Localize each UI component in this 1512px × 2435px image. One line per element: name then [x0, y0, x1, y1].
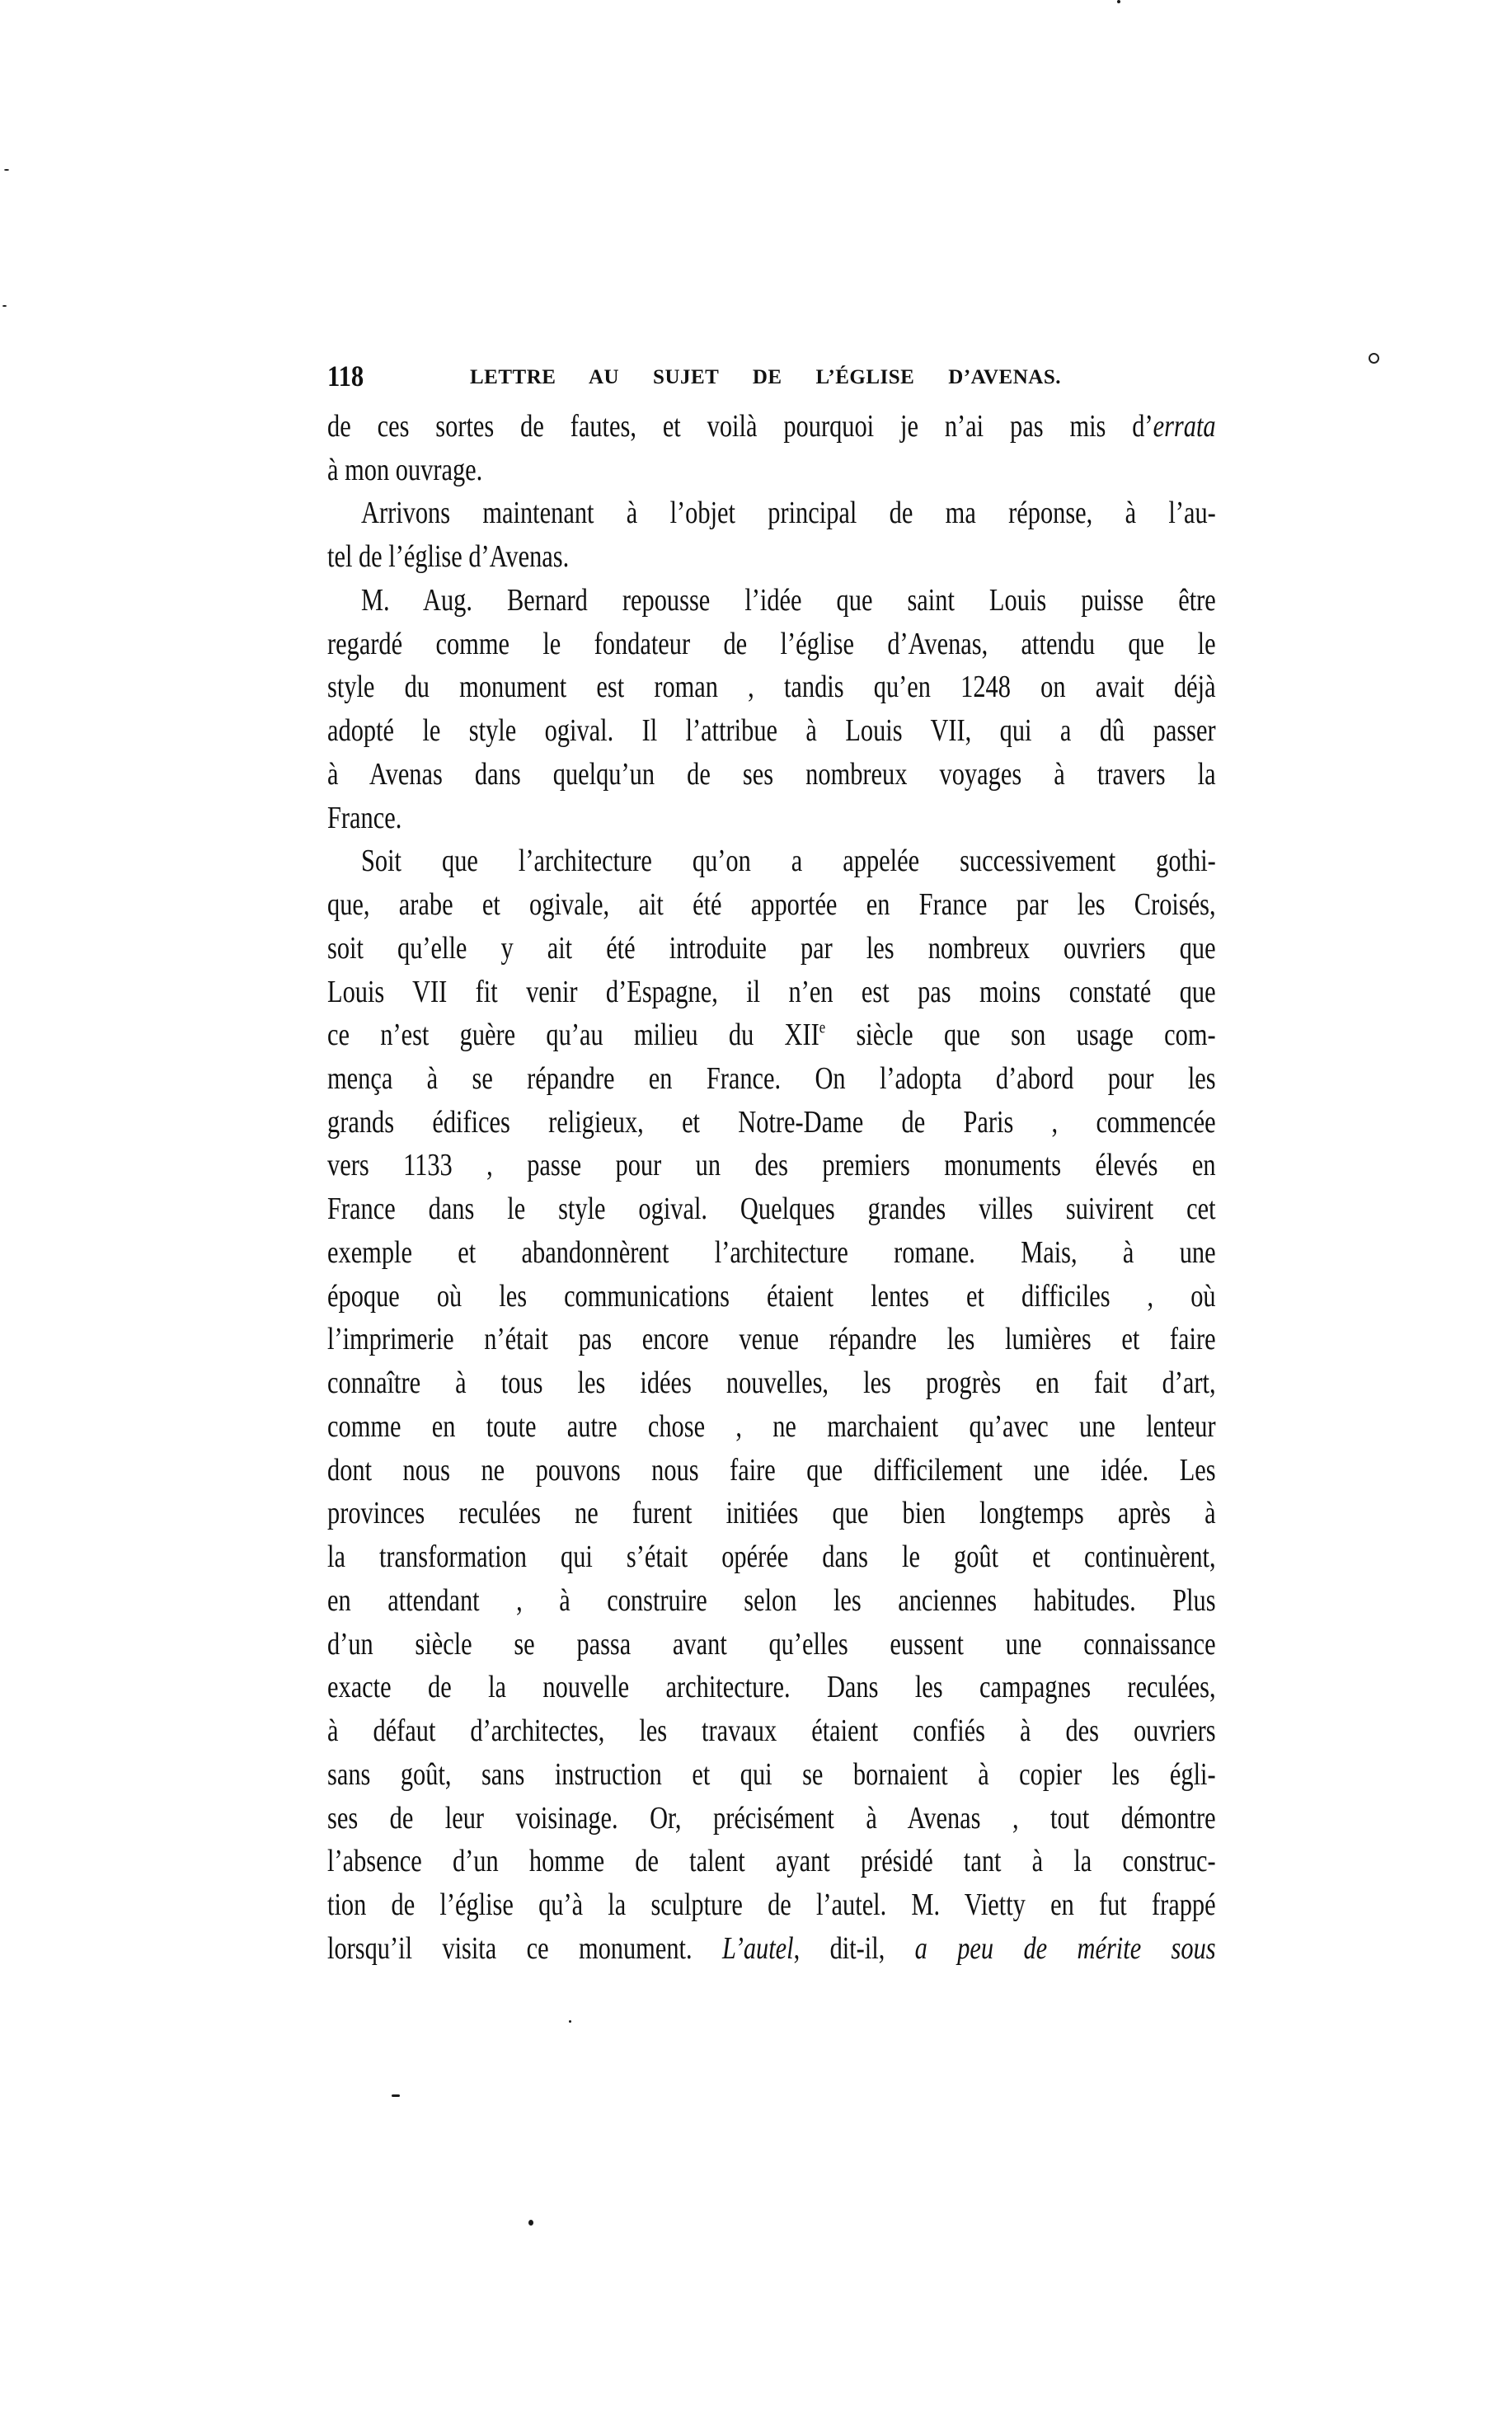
- line-text: Arrivons maintenant à l’objet principal de ma réponse, à l’au-: [361, 496, 1216, 531]
- line-text: de ces sortes de fautes, et voilà pourquoi je n’ai pas mis d’: [327, 409, 1153, 444]
- text-line: [327, 1449, 1216, 1492]
- text-line: [327, 665, 1216, 709]
- line-text: lorsqu’il visita ce monument.: [327, 1930, 722, 1966]
- line-text: tion de l’église qu’à la sculpture de l’autel. M. Vietty en fut frappé: [327, 1887, 1216, 1922]
- text-line: [327, 1101, 1216, 1145]
- text-line: [327, 1709, 1216, 1753]
- text-line: [327, 1187, 1216, 1231]
- text-line: [327, 1275, 1216, 1319]
- running-head: [327, 360, 1216, 393]
- line-text: exemple et abandonnèrent l’architecture romane. Mais, à une: [327, 1234, 1216, 1270]
- line-text: soit qu’elle y ait été introduite par les nombreux ouvriers que: [327, 930, 1216, 966]
- text-line: [327, 1797, 1216, 1840]
- line-text: la transformation qui s’était opérée dans le goût et continuèrent,: [327, 1540, 1216, 1575]
- scan-speck: [1369, 353, 1379, 364]
- text-line: [327, 883, 1216, 927]
- superscript: e: [819, 1017, 826, 1037]
- text-line: [327, 1666, 1216, 1709]
- scan-speck: [569, 2020, 571, 2023]
- italic-word: errata: [1153, 409, 1216, 444]
- line-text: comme en toute autre chose , ne marchaient qu’avec une lenteur: [327, 1408, 1216, 1444]
- line-text: à défaut d’architectes, les travaux étaient confiés à des ouvriers: [327, 1713, 1216, 1749]
- line-text: connaître à tous les idées nouvelles, les progrès en fait d’art,: [327, 1366, 1216, 1401]
- text-line: [327, 1535, 1216, 1579]
- line-text: France dans le style ogival. Quelques grandes villes suivirent cet: [327, 1192, 1216, 1227]
- italic-quote: L’autel: [721, 1930, 794, 1966]
- line-text: exacte de la nouvelle architecture. Dans les campagnes reculées,: [327, 1670, 1216, 1705]
- text-line: [327, 1579, 1216, 1623]
- text-line: [327, 1840, 1216, 1883]
- text-line: [327, 753, 1216, 797]
- line-text: vers 1133 , passe pour un des premiers monuments élevés en: [327, 1148, 1216, 1183]
- line-text: d’un siècle se passa avant qu’elles eussent une connaissance: [327, 1626, 1216, 1662]
- line-text: tel de l’église d’Avenas.: [327, 539, 570, 575]
- line-text: grands édifices religieux, et Notre-Dame de Paris , commencée: [327, 1104, 1216, 1140]
- line-text: France.: [327, 800, 402, 835]
- line-text: ce n’est guère qu’au milieu du XII: [327, 1018, 819, 1053]
- scan-speck: [4, 169, 9, 171]
- scan-speck: [528, 2220, 533, 2226]
- line-text: l’absence d’un homme de talent ayant présidé tant à la construc-: [327, 1844, 1216, 1879]
- text-line: [327, 579, 1216, 623]
- text-line: [327, 839, 1216, 883]
- line-text: à mon ouvrage.: [327, 452, 483, 487]
- italic-quote: a peu de mérite sous: [914, 1930, 1216, 1966]
- line-text: siècle que son usage com-: [825, 1018, 1216, 1053]
- text-line: [327, 1753, 1216, 1797]
- scan-speck: [1117, 0, 1120, 3]
- line-text: Soit que l’architecture qu’on a appelée successivement gothi-: [361, 844, 1216, 879]
- text-line: [327, 797, 1216, 840]
- line-text: adopté le style ogival. Il l’attribue à Louis VII, qui a dû passer: [327, 713, 1216, 749]
- line-text: style du monument est roman , tandis qu’en 1248 on avait déjà: [327, 670, 1216, 705]
- text-line: [327, 1013, 1216, 1057]
- line-text: mença à se répandre en France. On l’adopta d’abord pour les: [327, 1061, 1216, 1097]
- body-text: [327, 405, 1216, 1970]
- line-text: sans goût, sans instruction et qui se bornaient à copier les égli-: [327, 1756, 1216, 1792]
- line-text: , dit-il,: [793, 1930, 915, 1966]
- text-line: [327, 971, 1216, 1014]
- line-text: regardé comme le fondateur de l’église d’Avenas, attendu que le: [327, 626, 1216, 661]
- line-text: provinces reculées ne furent initiées que bien longtemps après à: [327, 1496, 1216, 1531]
- line-text: en attendant , à construire selon les anciennes habitudes. Plus: [327, 1582, 1216, 1618]
- line-text: dont nous ne pouvons nous faire que difficilement une idée. Les: [327, 1452, 1216, 1488]
- text-line: [327, 1883, 1216, 1927]
- text-line: [327, 1144, 1216, 1187]
- scan-speck: [2, 305, 7, 307]
- text-line: [327, 1623, 1216, 1666]
- text-line: [327, 491, 1216, 535]
- text-line: [327, 709, 1216, 753]
- text-line: [327, 1231, 1216, 1275]
- text-line: [327, 1927, 1216, 1971]
- text-line: [327, 405, 1216, 449]
- scan-speck: [392, 2094, 400, 2097]
- text-line: [327, 1318, 1216, 1361]
- running-title: LETTRE AU SUJET DE L’ÉGLISE D’AVENAS.: [470, 366, 1061, 388]
- text-line: [327, 535, 1216, 579]
- line-text: Louis VII fit venir d’Espagne, il n’en est pas moins constaté que: [327, 974, 1216, 1009]
- line-text: ses de leur voisinage. Or, précisément à Avenas , tout démontre: [327, 1800, 1216, 1836]
- text-line: [327, 623, 1216, 666]
- line-text: époque où les communications étaient lentes et difficiles , où: [327, 1278, 1216, 1314]
- line-text: M. Aug. Bernard repousse l’idée que saint Louis puisse être: [361, 582, 1216, 618]
- line-text: à Avenas dans quelqu’un de ses nombreux voyages à travers la: [327, 756, 1216, 792]
- text-line: [327, 1057, 1216, 1101]
- text-line: [327, 1492, 1216, 1535]
- page-number: 118: [327, 360, 364, 393]
- text-line: [327, 1405, 1216, 1449]
- text-line: [327, 1361, 1216, 1405]
- line-text: que, arabe et ogivale, ait été apportée en France par les Croisés,: [327, 887, 1216, 923]
- line-text: l’imprimerie n’était pas encore venue répandre les lumières et faire: [327, 1322, 1216, 1357]
- text-line: [327, 927, 1216, 971]
- text-line: [327, 449, 1216, 492]
